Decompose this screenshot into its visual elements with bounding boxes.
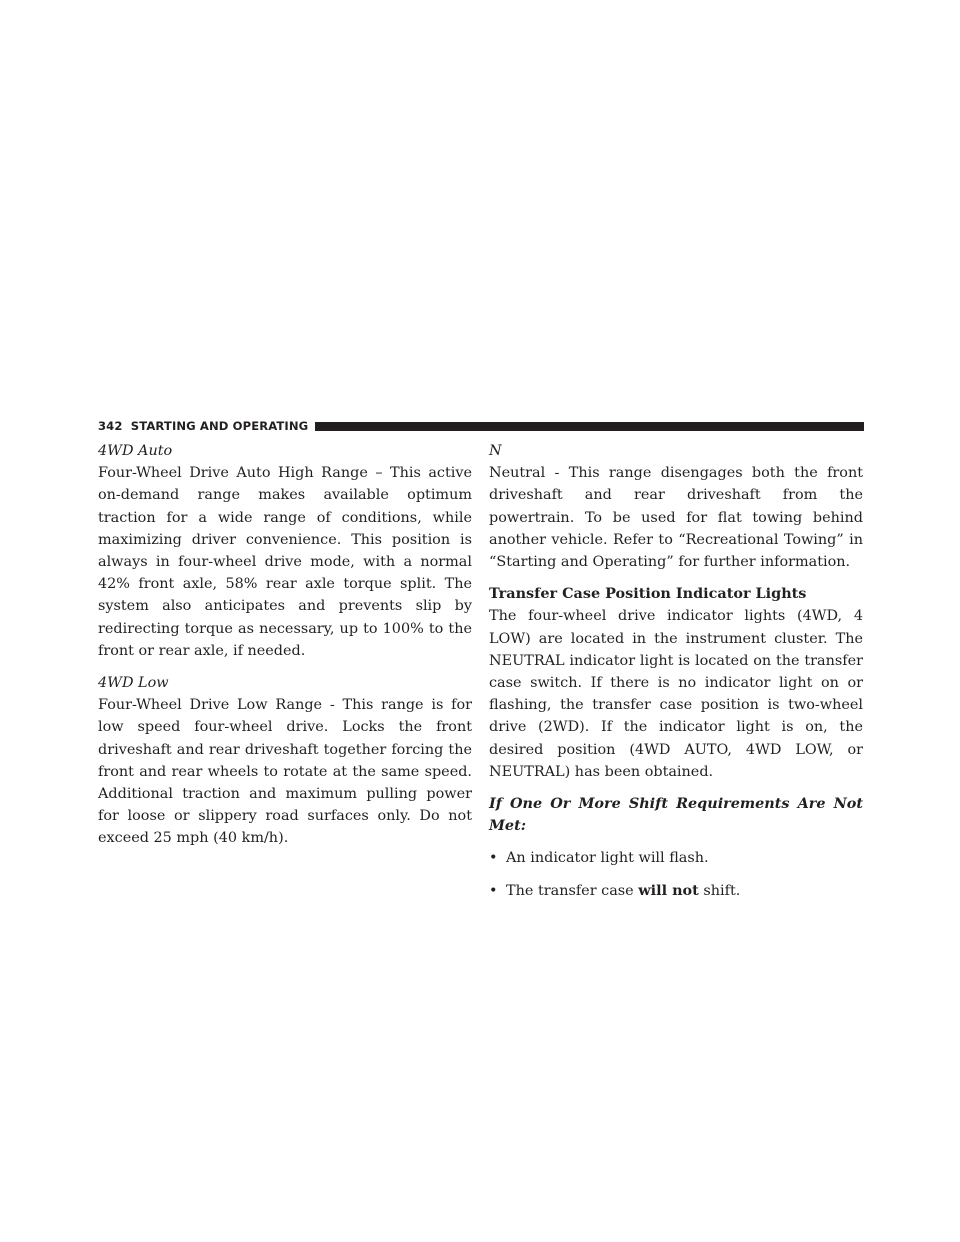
bullet-text-emphasis: will not (638, 881, 699, 899)
page-header (98, 419, 864, 433)
list-item (489, 880, 863, 902)
bullet-text-suffix: shift. (698, 882, 741, 899)
paragraph-indicator-lights: The four-wheel drive indicator lights (4WD, 4 LOW) are located in the instrument cluster. The NEUTRAL indicator light is located on the transfer case switch. If there is no indicator light on or flashing, the transfer case position is two-wheel drive (2WD). If the indicator light is on, the desired position (4WD AUTO, 4WD LOW, or NEUTRAL) has been obtained. (489, 608, 863, 780)
page-number: 342 (98, 419, 123, 433)
bullet-text-will-not-shift (506, 880, 863, 902)
bullet-text-prefix: The transfer case (506, 882, 639, 899)
header-rule (315, 422, 864, 431)
right-column (489, 440, 863, 902)
heading-neutral: N (489, 443, 502, 459)
heading-shift-requirements: If One Or More Shift Requirements Are Not Met: (489, 795, 863, 835)
paragraph-neutral: Neutral - This range disengages both the front driveshaft and rear driveshaft from the powertrain. To be used for flat towing behind another vehicle. Refer to “Recreational Towing” in “Starting and Operating” for further information. (489, 465, 863, 571)
bullet-marker: • (489, 850, 498, 867)
section-title: STARTING AND OPERATING (130, 419, 309, 433)
paragraph-4wd-auto: Four-Wheel Drive Auto High Range – This active on-demand range makes available optimum traction for a wide range of conditions, while maximizing driver convenience. This position is always in four-wheel drive mode, with a normal 42% front axle, 58% rear axle torque split. The system also anticipates and prevents slip by redirecting torque as necessary, up to 100% to the front or rear axle, if needed. (98, 465, 472, 659)
heading-4wd-low: 4WD Low (98, 675, 169, 692)
heading-indicator-lights: Transfer Case Position Indicator Lights (489, 585, 807, 603)
paragraph-4wd-low: Four-Wheel Drive Low Range - This range is for low speed four-wheel drive. Locks the front driveshaft and rear driveshaft together forcing the front and rear wheels to rotate at the same speed. Additional traction and maximum pulling power for loose or slippery road surfaces only. Do not exceed 25 mph (40 km/h). (98, 697, 472, 847)
list-item (489, 847, 863, 869)
bullet-marker: • (489, 882, 498, 899)
page-number-and-section (98, 419, 308, 433)
heading-4wd-auto: 4WD Auto (98, 443, 173, 459)
bullet-text-indicator-flash: An indicator light will flash. (506, 850, 709, 867)
left-column (98, 440, 472, 850)
